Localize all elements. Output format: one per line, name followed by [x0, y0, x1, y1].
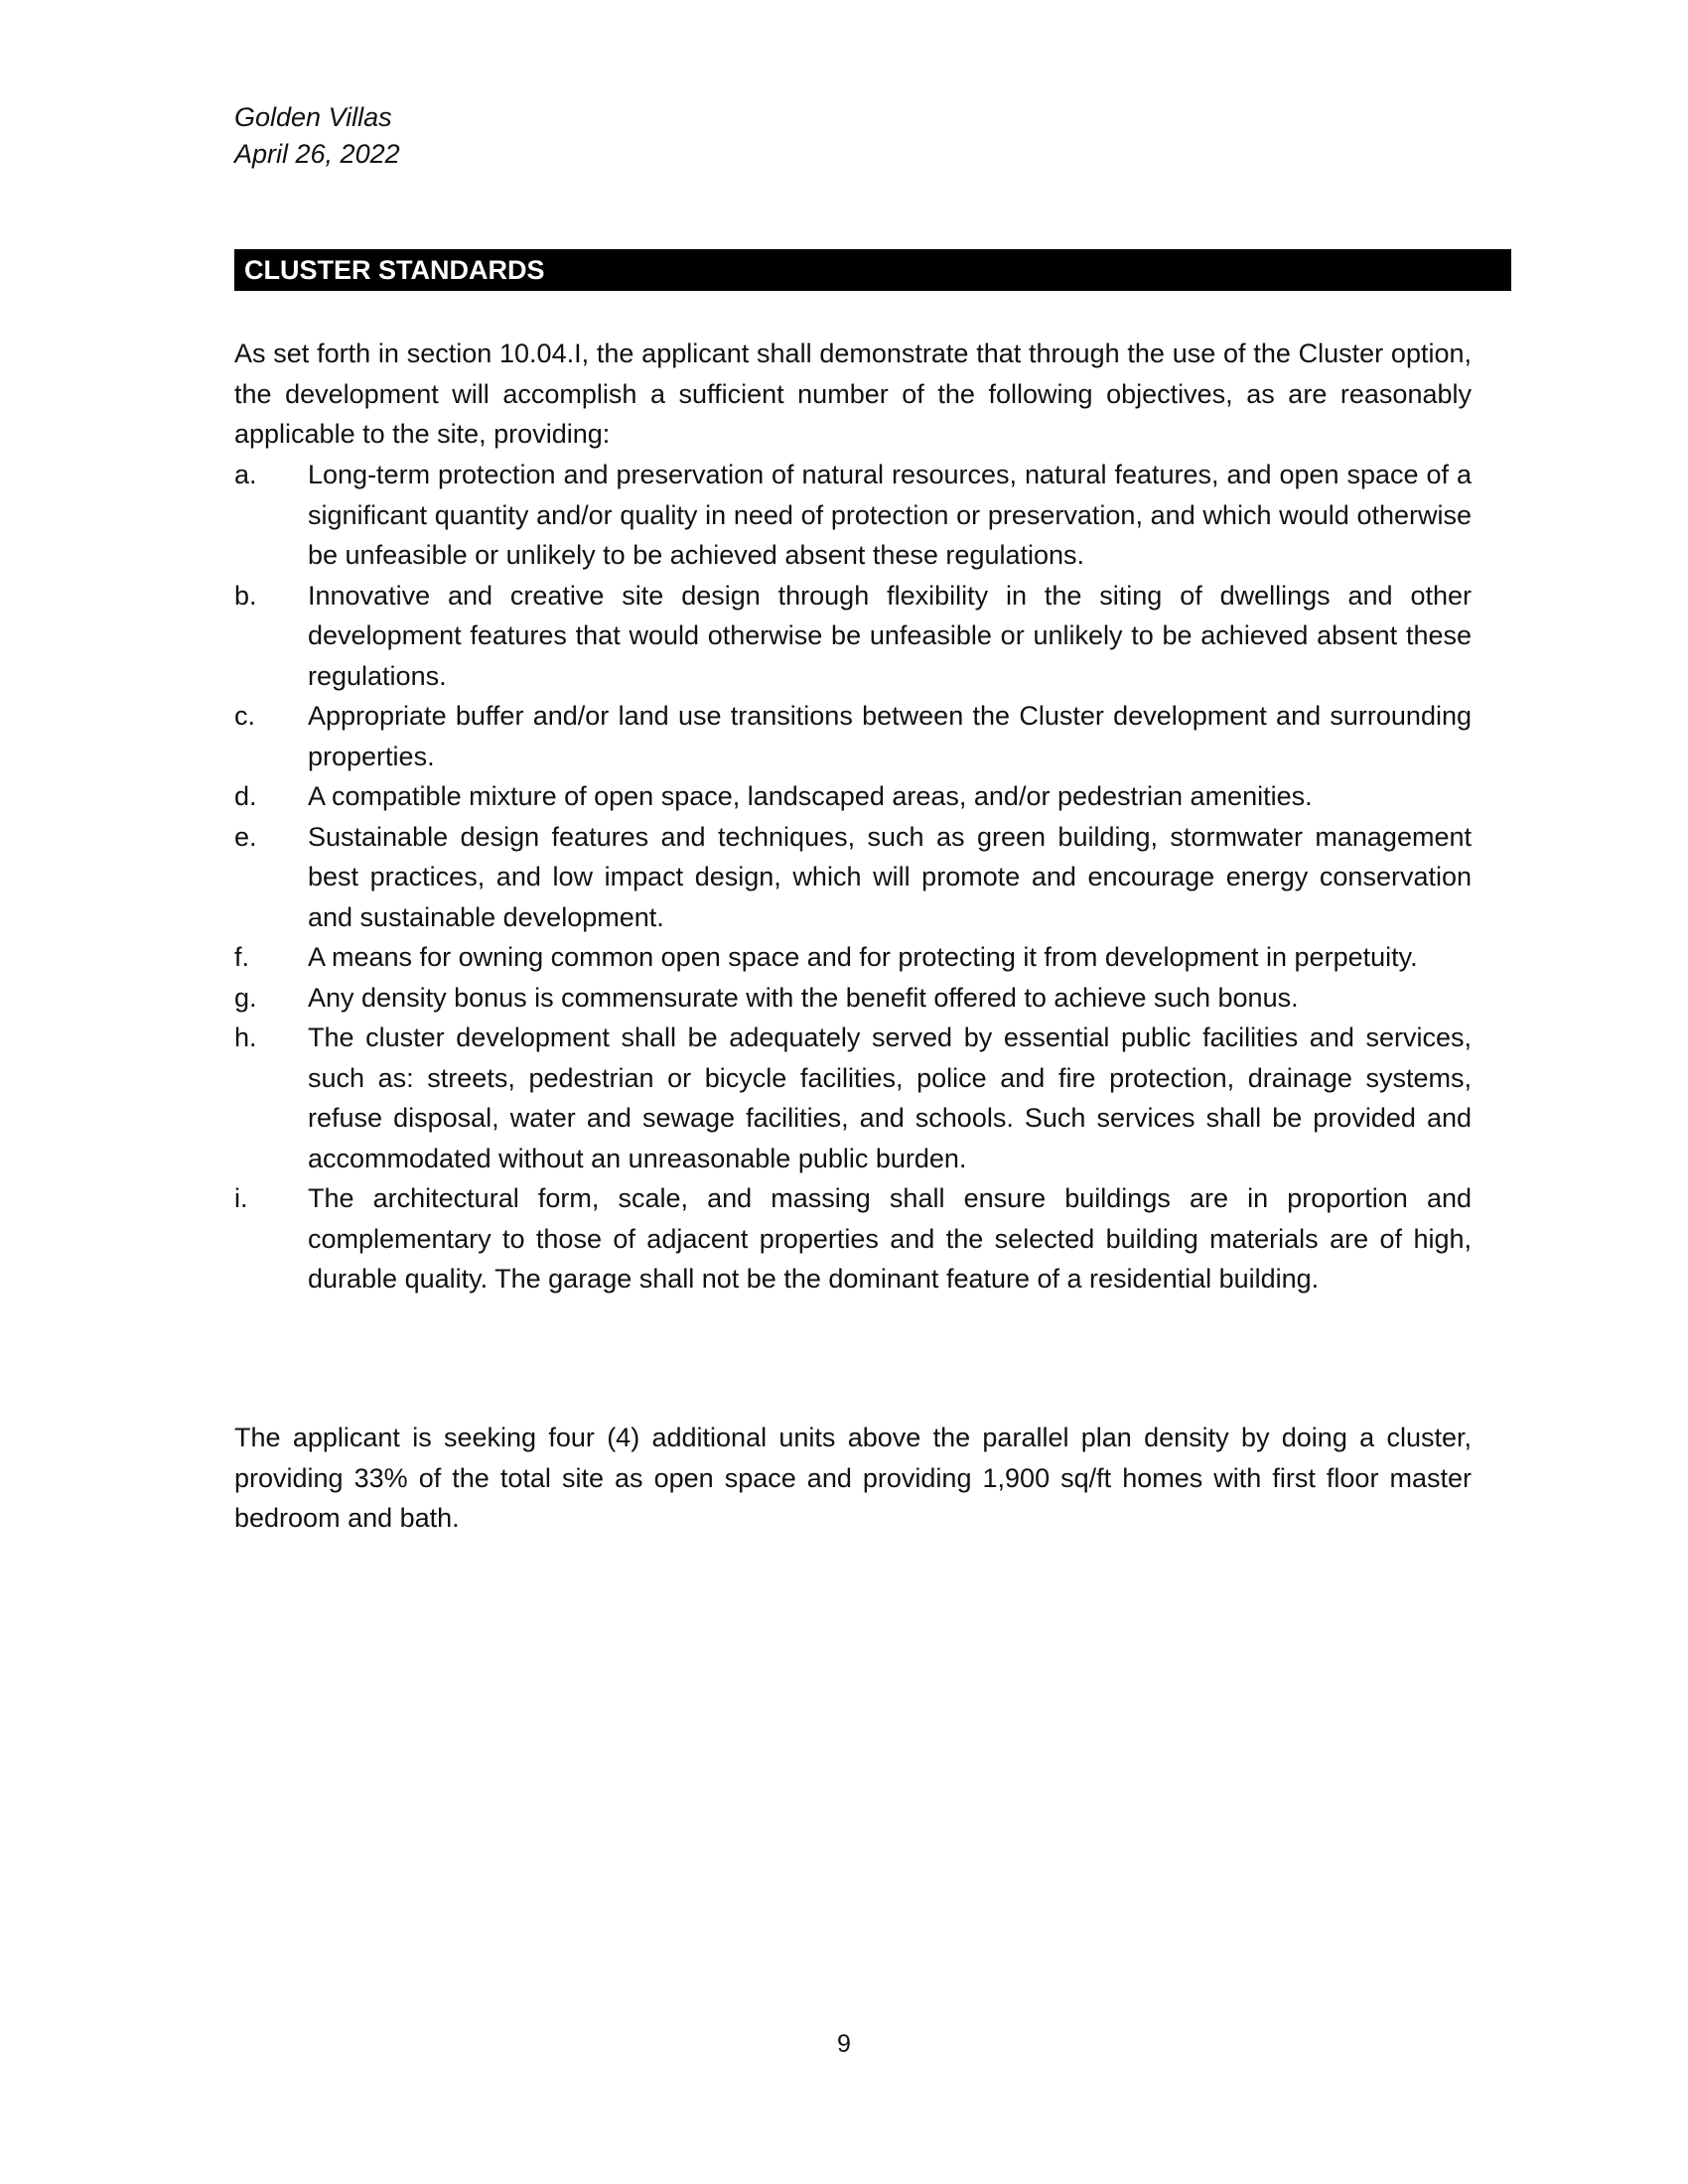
objective-text: Long-term protection and preservation of natural resources, natural features, and open space of a significant quantity and/or quality in need of protection or preservation, and which would otherwise be unfeasible or unlikely to be achieved absent these regulations.: [308, 460, 1472, 570]
section-heading-bar: [234, 249, 1511, 291]
objective-letter: h.: [234, 1023, 257, 1052]
objective-item-a: [234, 455, 1472, 576]
objective-text: The cluster development shall be adequately served by essential public facilities and services, such as: streets, pedestrian or bicycle facilities, police and fire protection, drainage systems, refuse disposal, water and sewage facilities, and schools. Such services shall be provided and accommodated without an unreasonable public burden.: [308, 1023, 1472, 1173]
objective-item-e: [234, 817, 1472, 938]
objective-item-d: [234, 776, 1472, 817]
objectives-list: [234, 455, 1472, 1299]
objective-item-g: [234, 978, 1472, 1019]
objective-letter: b.: [234, 580, 257, 611]
objective-letter: c.: [234, 701, 256, 731]
objective-item-h: [234, 1018, 1472, 1178]
objective-text: A means for owning common open space and for protecting it from development in perpetuity.: [308, 942, 1418, 972]
objective-item-i: [234, 1178, 1472, 1299]
objective-letter: g.: [234, 982, 257, 1013]
objective-item-b: [234, 576, 1472, 697]
objective-text: Any density bonus is commensurate with the benefit offered to achieve such bonus.: [308, 982, 1299, 1013]
objective-text: Appropriate buffer and/or land use transitions between the Cluster development and surrounding properties.: [308, 701, 1472, 771]
page-number: 9: [837, 2030, 851, 2058]
objective-text: A compatible mixture of open space, landscaped areas, and/or pedestrian amenities.: [308, 781, 1313, 811]
intro-paragraph: As set forth in section 10.04.I, the applicant shall demonstrate that through the use of the Cluster option, the development will accomplish a sufficient number of the following objectives, as are reasonably applicable to the site, providing:: [234, 339, 1472, 449]
document-header: [234, 99, 400, 173]
section-title: CLUSTER STANDARDS: [244, 255, 545, 285]
project-name: Golden Villas: [234, 102, 392, 132]
objective-item-c: [234, 696, 1472, 776]
objective-text: Sustainable design features and techniques, such as green building, stormwater management best practices, and low impact design, which will promote and encourage energy conservation and sustainable development.: [308, 821, 1472, 932]
closing-paragraph: The applicant is seeking four (4) additional units above the parallel plan density by doing a cluster, providing 33% of the total site as open space and providing 1,900 sq/ft homes with first floor master bedroom and bath.: [234, 1423, 1472, 1533]
objective-letter: f.: [234, 942, 250, 972]
objective-letter: e.: [234, 821, 257, 852]
objective-item-f: [234, 937, 1472, 978]
objective-letter: a.: [234, 460, 257, 489]
objective-text: The architectural form, scale, and massing shall ensure buildings are in proportion and complementary to those of adjacent properties and the selected building materials are of high, durable quality. The garage shall not be the dominant feature of a residential building.: [308, 1183, 1472, 1294]
document-date: April 26, 2022: [234, 139, 400, 169]
objective-letter: i.: [234, 1183, 248, 1213]
objective-text: Innovative and creative site design through flexibility in the siting of dwellings and other development features that would otherwise be unfeasible or unlikely to be achieved absent these regulations.: [308, 580, 1472, 691]
objective-letter: d.: [234, 781, 257, 811]
